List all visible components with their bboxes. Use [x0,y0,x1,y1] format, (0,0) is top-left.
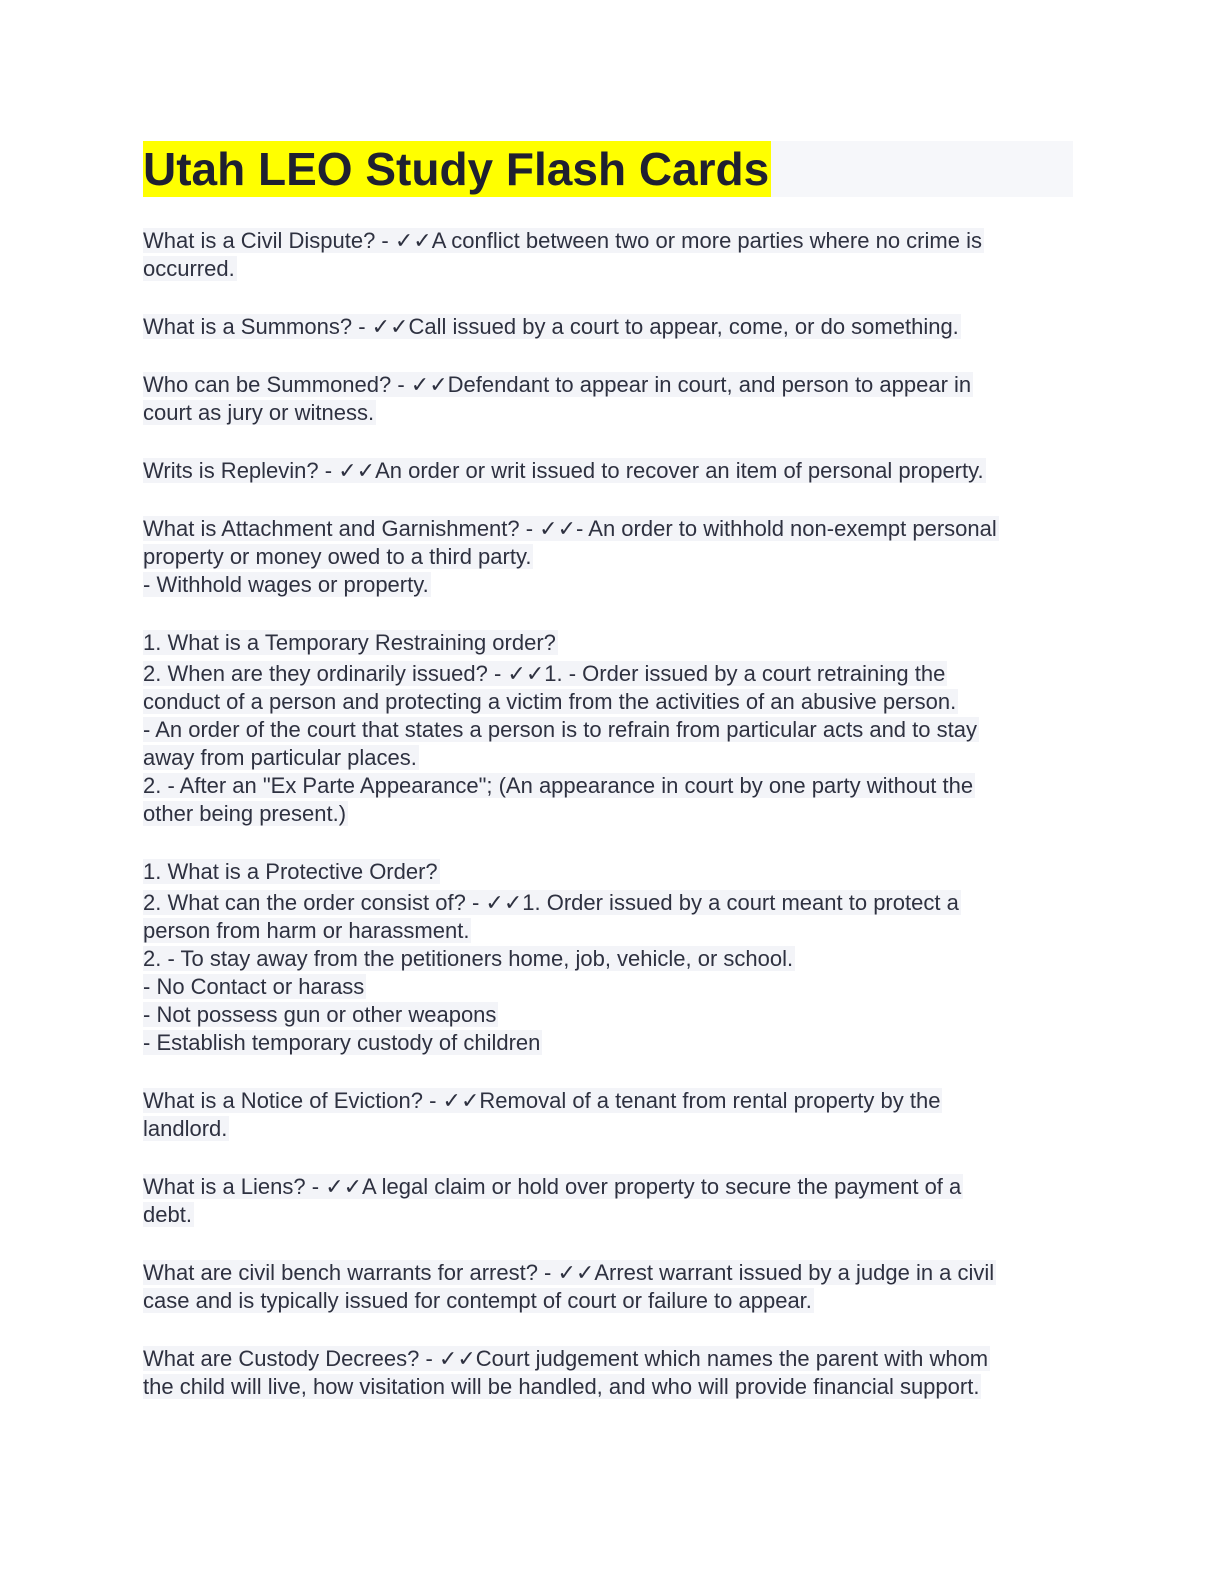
flash-card-text: away from particular places. [143,745,417,770]
flash-card-line [143,772,1073,800]
flash-card-line [143,1001,1073,1029]
flash-card-text: property or money owed to a third party. [143,544,532,569]
flash-card [143,313,1073,341]
flash-card-text: 2. - After an "Ex Parte Appearance"; (An appearance in court by one party without the [143,773,974,798]
flash-card [143,629,1073,828]
flash-card-line [143,858,1073,886]
flash-card [143,1173,1073,1229]
flash-card-text: conduct of a person and protecting a victim from the activities of an abusive person. [143,689,957,714]
flash-card-line [143,1173,1073,1201]
flash-card [143,858,1073,1057]
flash-card-line [143,255,1073,283]
flash-card-text: Writs is Replevin? - ✓✓An order or writ issued to recover an item of personal property. [143,458,984,483]
flash-card-line [143,660,1073,688]
flash-card-text: the child will live, how visitation will be handled, and who will provide financial support. [143,1374,980,1399]
flash-card-text: What is Attachment and Garnishment? - ✓✓- An order to withhold non-exempt personal [143,516,997,541]
flash-card-line [143,800,1073,828]
flash-card [143,1345,1073,1401]
flash-card-line [143,313,1073,341]
flash-card-line [143,945,1073,973]
flash-card-line [143,973,1073,1001]
flash-card-text: court as jury or witness. [143,400,375,425]
flash-card-text: occurred. [143,256,235,281]
flash-card-line [143,543,1073,571]
flash-card-line [143,399,1073,427]
flash-card-text: 1. What is a Temporary Restraining order? [143,630,556,655]
flash-card-line [143,716,1073,744]
flash-card-text: 2. When are they ordinarily issued? - ✓✓1. - Order issued by a court retraining the [143,661,946,686]
page-title: Utah LEO Study Flash Cards [143,143,770,195]
flash-card-line [143,917,1073,945]
flash-card-text: other being present.) [143,801,347,826]
flash-card-text: 2. - To stay away from the petitioners home, job, vehicle, or school. [143,946,794,971]
flash-card-text: What is a Civil Dispute? - ✓✓A conflict between two or more parties where no crime is [143,228,982,253]
flash-card-text: Who can be Summoned? - ✓✓Defendant to appear in court, and person to appear in [143,372,972,397]
flash-card [143,1087,1073,1143]
flash-card [143,457,1073,485]
flash-card [143,371,1073,427]
flash-card-line [143,571,1073,599]
flash-card-text: - Withhold wages or property. [143,572,429,597]
flash-card-list [143,227,1073,1401]
flash-card-line [143,1201,1073,1229]
flash-card-text: - An order of the court that states a person is to refrain from particular acts and to stay [143,717,977,742]
flash-card-text: landlord. [143,1116,228,1141]
title-row [143,141,1073,197]
flash-card-line [143,889,1073,917]
flash-card-text: What is a Notice of Eviction? - ✓✓Removal of a tenant from rental property by the [143,1088,941,1113]
flash-card-line [143,744,1073,772]
flash-card-line [143,1115,1073,1143]
flash-card-text: What is a Summons? - ✓✓Call issued by a court to appear, come, or do something. [143,314,959,339]
flash-card-text: - Establish temporary custody of children [143,1030,541,1055]
flash-card-line [143,688,1073,716]
flash-card-text: What is a Liens? - ✓✓A legal claim or hold over property to secure the payment of a [143,1174,962,1199]
flash-card-text: What are civil bench warrants for arrest? - ✓✓Arrest warrant issued by a judge in a civil [143,1260,995,1285]
flash-card-text: person from harm or harassment. [143,918,470,943]
flash-card [143,227,1073,283]
flash-card-text: case and is typically issued for contempt of court or failure to appear. [143,1288,812,1313]
flash-card-text: - No Contact or harass [143,974,365,999]
flash-card-line [143,457,1073,485]
flash-card-text: - Not possess gun or other weapons [143,1002,497,1027]
flash-card-line [143,1373,1073,1401]
flash-card-text: 1. What is a Protective Order? [143,859,438,884]
flash-card-line [143,515,1073,543]
flash-card-text: What are Custody Decrees? - ✓✓Court judgement which names the parent with whom [143,1346,989,1371]
flash-card [143,515,1073,599]
flash-card [143,1259,1073,1315]
flash-card-line [143,227,1073,255]
flash-card-text: 2. What can the order consist of? - ✓✓1. Order issued by a court meant to protect a [143,890,959,915]
flash-card-line [143,371,1073,399]
flash-card-line [143,1259,1073,1287]
flash-card-line [143,1087,1073,1115]
flash-card-line [143,1287,1073,1315]
flash-card-line [143,1345,1073,1373]
document-page [143,141,1073,1431]
flash-card-text: debt. [143,1202,192,1227]
flash-card-line [143,1029,1073,1057]
flash-card-line [143,629,1073,657]
